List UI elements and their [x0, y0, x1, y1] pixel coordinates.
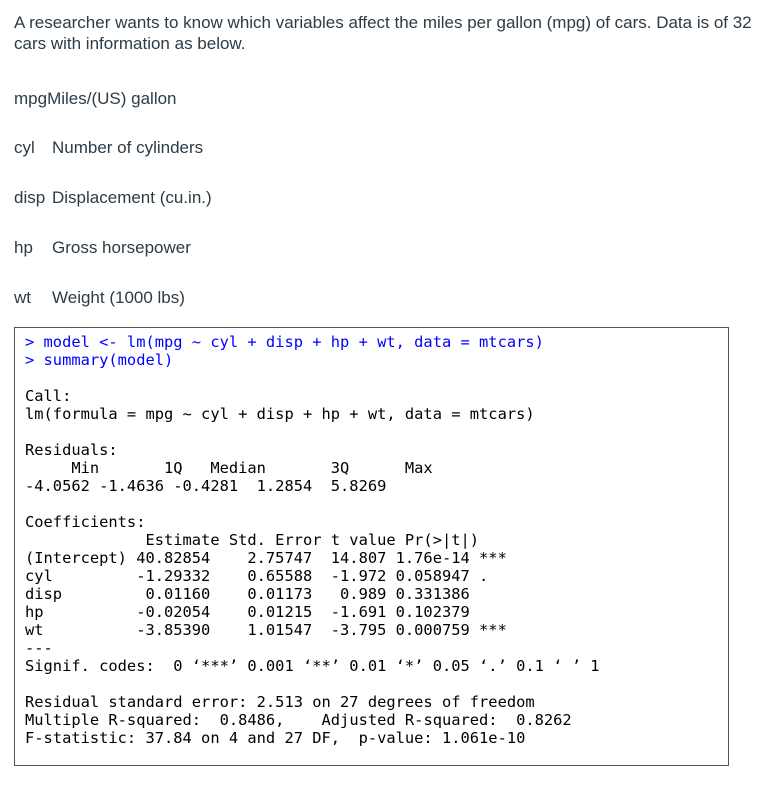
variable-name: wt [14, 288, 31, 307]
coefficient-row: wt -3.85390 1.01547 -3.795 0.000759 *** [25, 621, 507, 639]
variable-name: cyl [14, 138, 35, 157]
coefficient-row: disp 0.01160 0.01173 0.989 0.331386 [25, 585, 507, 603]
r-console-output [14, 327, 729, 766]
variable-hp [14, 237, 191, 258]
variable-disp [14, 187, 212, 208]
coefficient-row: hp -0.02054 0.01215 -1.691 0.102379 [25, 603, 507, 621]
variable-mpg [14, 88, 177, 109]
residuals-header: Min 1Q Median 3Q Max [25, 459, 442, 477]
variable-cyl [14, 137, 203, 158]
variable-name: mpg [14, 89, 48, 108]
question-intro: A researcher wants to know which variables affect the miles per gallon (mpg) of cars. Data is of 32 cars with information as below. [14, 13, 752, 53]
f-statistic: F-statistic: 37.84 on 4 and 27 DF, p-value: 1.061e-10 [25, 729, 526, 747]
variable-description: Weight (1000 lbs) [52, 288, 185, 307]
command-line: > model <- lm(mpg ~ cyl + disp + hp + wt, data = mtcars) [25, 333, 544, 351]
call-formula: lm(formula = mpg ~ cyl + disp + hp + wt, data = mtcars) [25, 405, 535, 423]
command-line: > summary(model) [25, 351, 174, 369]
coefficient-row: cyl -1.29332 0.65588 -1.972 0.058947 . [25, 567, 507, 585]
residuals-label: Residuals: [25, 441, 118, 459]
r-squared: Multiple R-squared: 0.8486, Adjusted R-squared: 0.8262 [25, 711, 581, 729]
coefficient-row: (Intercept) 40.82854 2.75747 14.807 1.76e-14 *** [25, 549, 507, 567]
coefficients-label: Coefficients: [25, 513, 146, 531]
residual-standard-error: Residual standard error: 2.513 on 27 degrees of freedom [25, 693, 535, 711]
coefficients-header: Estimate Std. Error t value Pr(>|t|) [25, 531, 517, 549]
variable-description: Number of cylinders [52, 138, 204, 157]
call-label: Call: [25, 387, 72, 405]
variable-description: Miles/(US) gallon [47, 89, 177, 108]
signif-codes: Signif. codes: 0 ‘***’ 0.001 ‘**’ 0.01 ‘*’ 0.05 ‘.’ 0.1 ‘ ’ 1 [25, 657, 600, 675]
variable-description: Displacement (cu.in.) [52, 188, 212, 207]
separator-line: --- [25, 639, 53, 657]
variable-name: hp [14, 238, 33, 257]
residuals-values: -4.0562 -1.4636 -0.4281 1.2854 5.8269 [25, 477, 396, 495]
variable-description: Gross horsepower [52, 238, 191, 257]
variable-wt [14, 287, 185, 308]
variable-name: disp [14, 188, 46, 207]
